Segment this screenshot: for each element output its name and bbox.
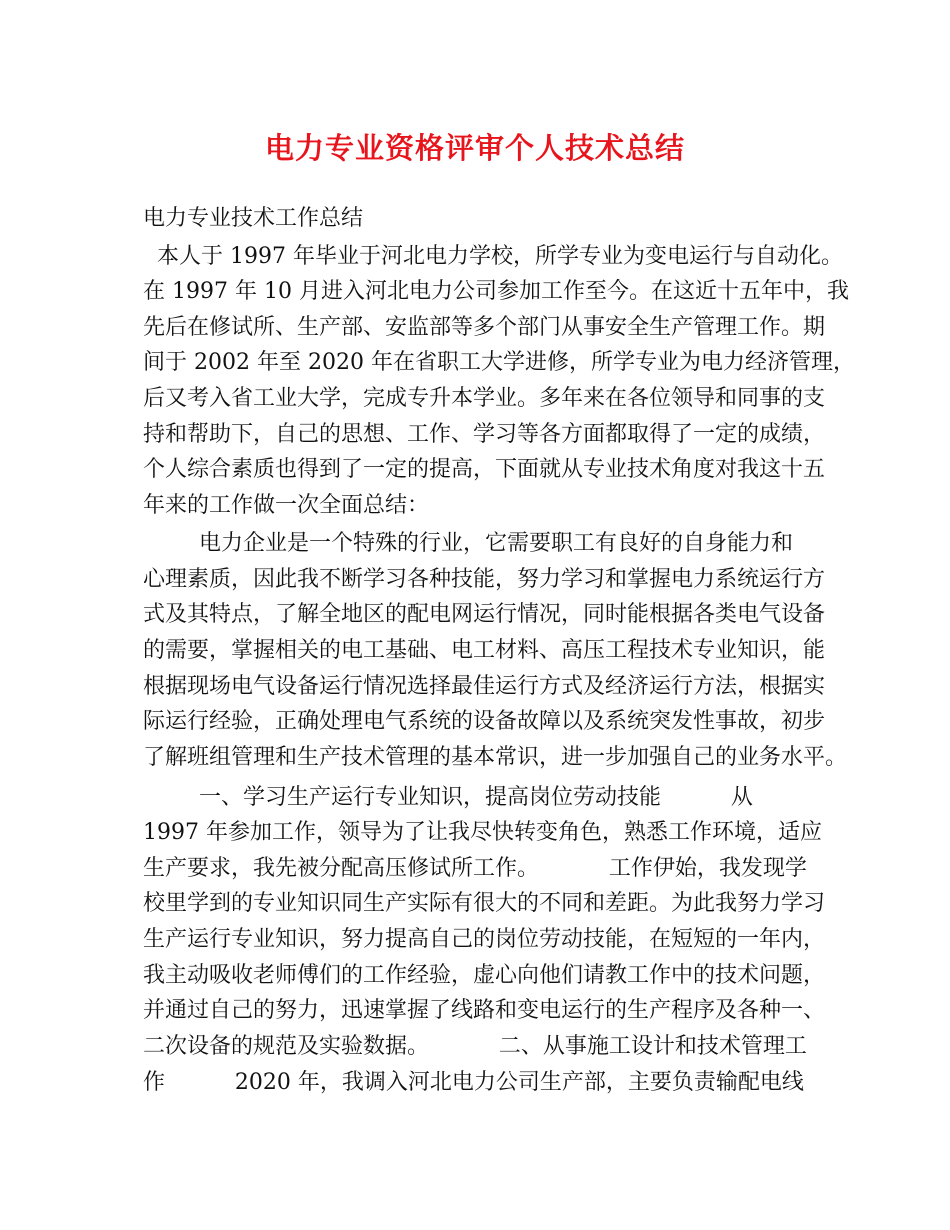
body-line-7: 持和帮助下，自己的思想、工作、学习等各方面都取得了一定的成绩， (143, 422, 826, 447)
body-line-20: 校里学到的专业知识同生产实际有很大的不同和差距。为此我努力学习 (143, 891, 826, 916)
body-line-13: 的需要，掌握相关的电工基础、电工材料、高压工程技术专业知识，能 (143, 638, 826, 663)
body-line-23: 并通过自己的努力，迅速掌握了线路和变电运行的生产程序及各种一、 (143, 998, 826, 1023)
document-title: 电力专业资格评审个人技术总结 (264, 131, 685, 165)
body-line-12: 式及其特点，了解全地区的配电网运行情况，同时能根据各类电气设备 (143, 602, 826, 627)
body-line-25: 作 2020 年，我调入河北电力公司生产部，主要负责输配电线 (143, 1070, 804, 1095)
body-line-9: 年来的工作做一次全面总结： (143, 493, 430, 518)
body-line-1: 电力专业技术工作总结 (143, 206, 364, 231)
body-line-16: 了解班组管理和生产技术管理的基本常识，进一步加强自己的业务水平。 (143, 745, 848, 770)
body-line-21: 生产运行专业知识，努力提高自己的岗位劳动技能，在短短的一年内， (143, 927, 826, 952)
body-line-3: 在 1997 年 10 月进入河北电力公司参加工作至今。在这近十五年中，我 (143, 279, 849, 304)
body-line-24: 二次设备的规范及实验数据。 二、从事施工设计和技术管理工 (143, 1034, 807, 1059)
body-line-5: 间于 2002 年至 2020 年在省职工大学进修，所学专业为电力经济管理， (143, 350, 855, 375)
body-line-2: 本人于 1997 年毕业于河北电力学校，所学专业为变电运行与自动化。 (143, 244, 843, 269)
body-line-8: 个人综合素质也得到了一定的提高，下面就从专业技术角度对我这十五 (143, 457, 826, 482)
body-line-22: 我主动吸收老师傅们的工作经验，虚心向他们请教工作中的技术问题， (143, 963, 826, 988)
body-line-4: 先后在修试所、生产部、安监部等多个部门从事安全生产管理工作。期 (143, 315, 826, 340)
body-line-18: 1997 年参加工作，领导为了让我尽快转变角色，熟悉工作环境，适应 (143, 820, 822, 845)
body-line-6: 后又考入省工业大学，完成专升本学业。多年来在各位领导和同事的支 (143, 386, 826, 411)
body-line-19: 生产要求，我先被分配高压修试所工作。 工作伊始，我发现学 (143, 856, 807, 881)
body-line-15: 际运行经验，正确处理电气系统的设备故障以及系统突发性事故，初步 (143, 709, 826, 734)
body-line-17: 一、学习生产运行专业知识，提高岗位劳动技能 从 (143, 785, 753, 810)
body-line-10: 电力企业是一个特殊的行业，它需要职工有良好的自身能力和 (143, 531, 793, 556)
body-line-11: 心理素质，因此我不断学习各种技能，努力学习和掌握电力系统运行方 (143, 567, 826, 592)
body-line-14: 根据现场电气设备运行情况选择最佳运行方式及经济运行方法，根据实 (143, 674, 826, 699)
